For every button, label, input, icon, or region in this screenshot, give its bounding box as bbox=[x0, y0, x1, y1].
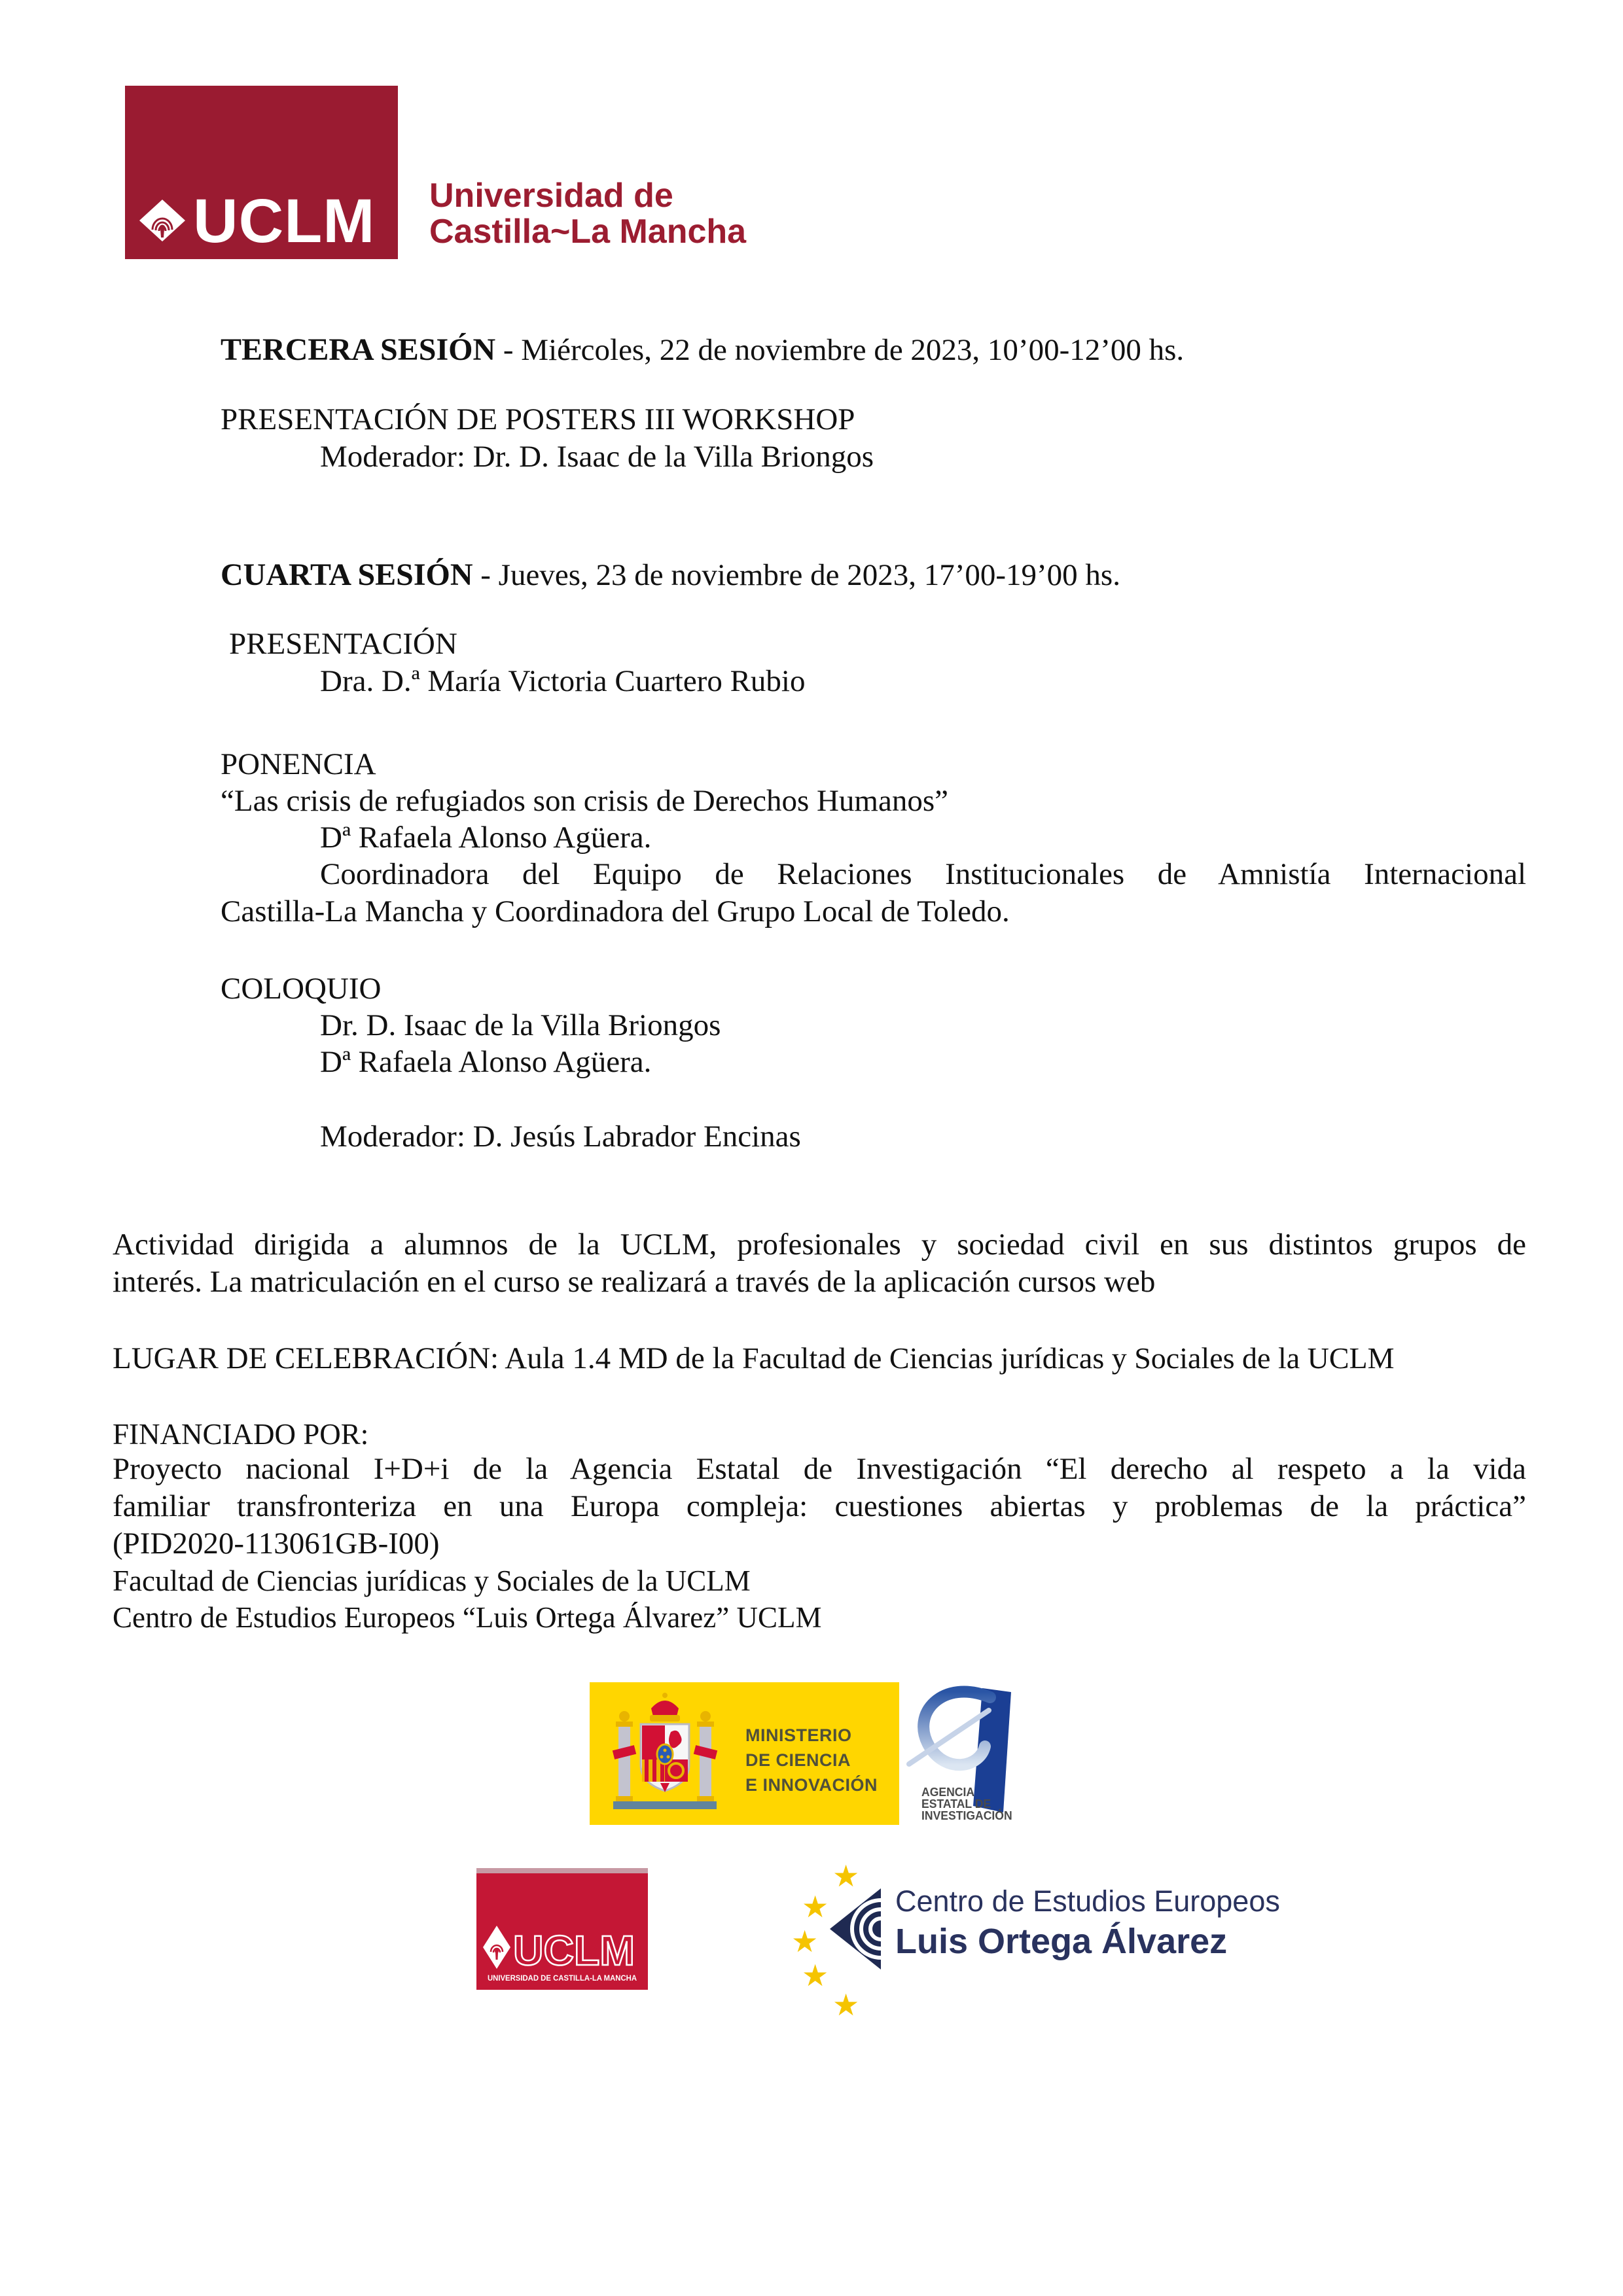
uclm-small-logo bbox=[476, 1868, 648, 1990]
ponencia-quote: “Las crisis de refugiados son crisis de Derechos Humanos” bbox=[221, 784, 949, 818]
cee-name-line: Centro de Estudios Europeos bbox=[895, 1884, 1280, 1918]
venue-prefix: LUGAR DE CELEBRACIÓN: Aula 1.4 MD de la bbox=[113, 1341, 743, 1375]
ponencia-speaker-name: Dª Rafaela Alonso Agüera. bbox=[320, 821, 652, 855]
project-line-2: familiar transfronteriza en una Europa compleja: cuestiones abiertas y problemas de la práctica” bbox=[113, 1489, 1526, 1523]
venue-line bbox=[113, 1339, 1395, 1377]
svg-text:UCLM: UCLM bbox=[513, 1927, 635, 1974]
uclm-logo bbox=[125, 86, 398, 259]
tagline-line-2: Castilla~La Mancha bbox=[429, 213, 747, 251]
eu-star-icon: ★ bbox=[802, 1889, 829, 1924]
ministerio-text-line-2: DE CIENCIA bbox=[745, 1750, 851, 1770]
session4-title bbox=[221, 556, 1120, 594]
aei-logo-text bbox=[921, 1786, 1012, 1822]
eu-star-icon: ★ bbox=[832, 1987, 860, 2022]
uclm-small-logo-art bbox=[476, 1868, 648, 1990]
aei-text-line-3: INVESTIGACIÓN bbox=[921, 1809, 1012, 1822]
session4-presenter-name: Dra. D.ª María Victoria Cuartero Rubio bbox=[320, 664, 806, 698]
funding-center-line: Centro de Estudios Europeos “Luis Ortega Álvarez” UCLM bbox=[113, 1601, 822, 1634]
coloquio-participant-1: Dr. D. Isaac de la Villa Briongos bbox=[320, 1008, 721, 1042]
session3-title-bold: TERCERA SESIÓN bbox=[221, 332, 496, 367]
activity-line-1: Actividad dirigida a alumnos de la UCLM, profesionales y sociedad civil en sus distintos grupos de bbox=[113, 1227, 1526, 1262]
agencia-estatal-investigacion-logo bbox=[903, 1683, 1060, 1828]
session3-title bbox=[221, 331, 1184, 369]
aei-text-line-2: ESTATAL DE bbox=[921, 1797, 991, 1810]
ministerio-logo-text bbox=[745, 1723, 878, 1797]
ministerio-text-line-1: MINISTERIO bbox=[745, 1725, 852, 1745]
eu-star-icon: ★ bbox=[791, 1924, 819, 1959]
activity-paragraph bbox=[113, 1226, 1526, 1301]
session3-moderator-line: Moderador: Dr. D. Isaac de la Villa Briongos bbox=[320, 440, 874, 474]
ponencia-role-line-1: Coordinadora del Equipo de Relaciones Institucionales de Amnistía Internacional bbox=[320, 857, 1526, 891]
eu-star-icon: ★ bbox=[802, 1958, 829, 1993]
funding-faculty-line: Facultad de Ciencias jurídicas y Sociales de la UCLM bbox=[113, 1564, 751, 1597]
uclm-small-top-strip bbox=[476, 1868, 648, 1873]
ponencia-role-line-2: Castilla-La Mancha y Coordinadora del Grupo Local de Toledo. bbox=[221, 894, 1010, 928]
funding-heading: FINANCIADO POR: bbox=[113, 1418, 369, 1451]
venue-faculty: Facultad de Ciencias jurídicas y Sociales de la UCLM bbox=[742, 1341, 1395, 1375]
tagline-line-1: Universidad de bbox=[429, 177, 673, 215]
university-tagline bbox=[429, 178, 746, 250]
centro-estudios-europeos-logo bbox=[791, 1858, 1280, 2022]
funding-project-paragraph bbox=[113, 1451, 1526, 1563]
session4-presentacion-heading: PRESENTACIÓN bbox=[229, 627, 457, 661]
ministerio-text-line-3: E INNOVACIÓN bbox=[745, 1775, 878, 1795]
session3-title-rest: - Miércoles, 22 de noviembre de 2023, 10’00-12’00 hs. bbox=[495, 333, 1185, 367]
cee-title-line: Luis Ortega Álvarez bbox=[895, 1922, 1228, 1961]
svg-text:UNIVERSIDAD DE CASTILLA-LA MAN: UNIVERSIDAD DE CASTILLA-LA MANCHA bbox=[488, 1973, 637, 1983]
session4-title-bold: CUARTA SESIÓN bbox=[221, 557, 473, 592]
project-line-1: Proyecto nacional I+D+i de la Agencia Estatal de Investigación “El derecho al respeto a la vida bbox=[113, 1452, 1526, 1486]
aei-text-line-1: AGENCIA bbox=[921, 1785, 975, 1799]
project-line-3: (PID2020-113061GB-I00) bbox=[113, 1527, 440, 1561]
coloquio-moderator-line: Moderador: D. Jesús Labrador Encinas bbox=[320, 1120, 801, 1154]
uclm-logo-letters: UCLM bbox=[193, 186, 376, 256]
ponencia-speaker-role bbox=[221, 856, 1526, 930]
coloquio-heading: COLOQUIO bbox=[221, 972, 382, 1006]
eu-star-icon: ★ bbox=[832, 1858, 860, 1894]
ministerio-ciencia-logo bbox=[590, 1682, 899, 1825]
session3-presentation-line: PRESENTACIÓN DE POSTERS III WORKSHOP bbox=[221, 402, 855, 436]
cee-arc-mark-icon bbox=[830, 1888, 881, 1973]
spain-coat-of-arms-icon bbox=[612, 1691, 718, 1819]
coloquio-participant-2: Dª Rafaela Alonso Agüera. bbox=[320, 1045, 652, 1079]
uclm-fingerprint-diamond-icon bbox=[139, 200, 185, 245]
ponencia-heading: PONENCIA bbox=[221, 747, 376, 781]
session4-title-rest: - Jueves, 23 de noviembre de 2023, 17’00-19’00 hs. bbox=[473, 558, 1120, 592]
activity-line-2: interés. La matriculación en el curso se realizará a través de la aplicación cursos web bbox=[113, 1265, 1156, 1299]
